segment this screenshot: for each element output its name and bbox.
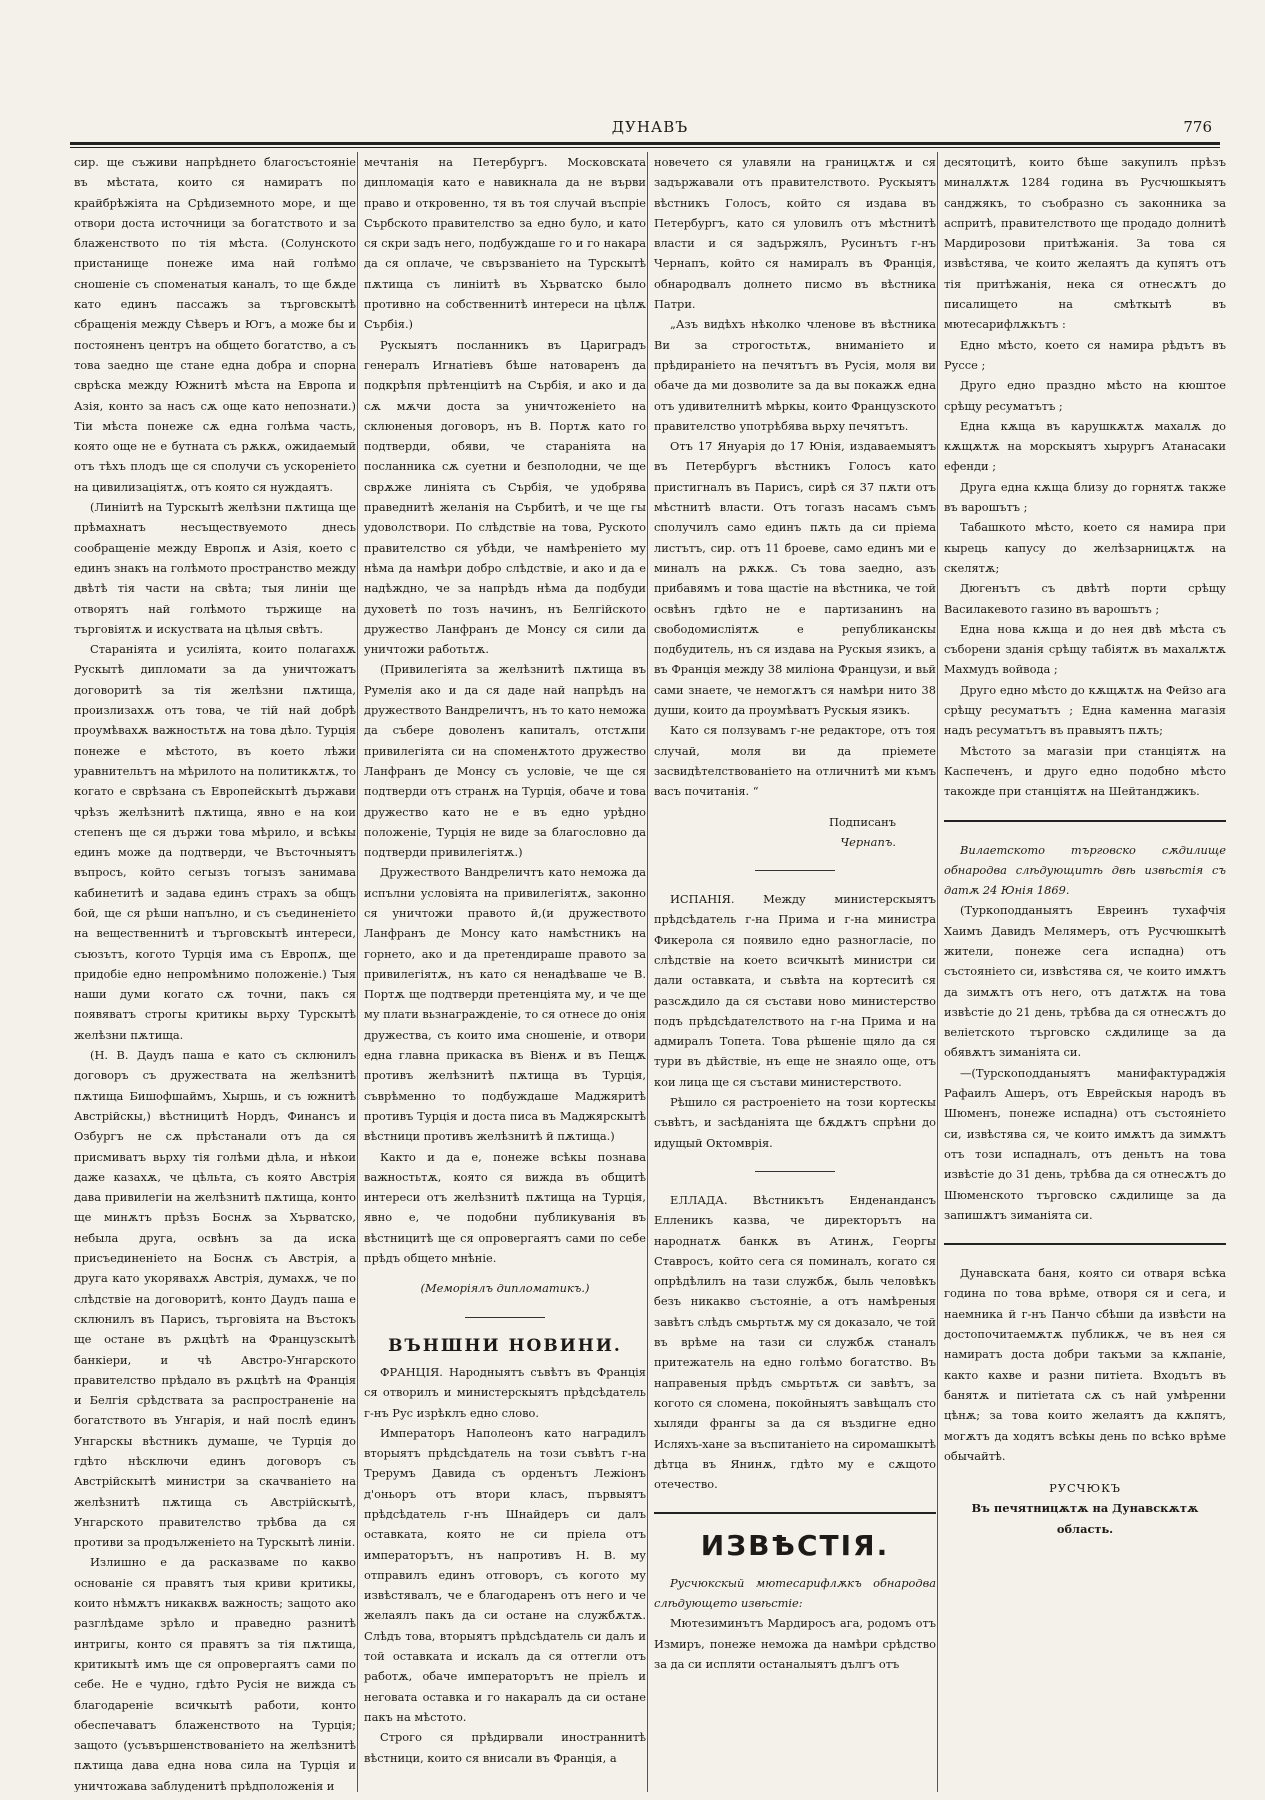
divider — [944, 820, 1226, 822]
list-item: Друга една кѫща близу до горнятѫ также въ варошътъ ; — [944, 479, 1226, 515]
list-item: Друго едно мѣсто до кѫщѫтѫ на Фейзо ага срѣщу ресуматътъ ; Една каменна магазiя надъ ресуматътъ въ правыятъ пѫть; — [944, 682, 1226, 738]
section-heading-foreign-news: ВЪНШНИ НОВИНИ. — [388, 1335, 622, 1356]
list-item: Дюгенътъ съ двѣтѣ порти срѣщу Василакевото газино въ варошътъ ; — [944, 581, 1226, 616]
divider — [755, 1171, 835, 1172]
paragraph: Излишно е да расказваме по какво основанiе ся правятъ тыя криви критикы, които нѣмѫтъ никаквѫ важность; защото ако разглѣдаме зрѣло и праведно разнитѣ интригы, конто ся правятъ за тiя пѫтища, критикытѣ имъ ще ся опровергаятъ сами по себе. Не е чудно, гдѣто Русiя не вижда съ благодаренiе всичкытѣ работи, конто обеспечаватъ блаженството на Турцiя; защото (усъвършенствованiето на желѣзнитѣ пѫтища дава една нова сила на Турцiя и уничтожава заблуденитѣ прѣдположенiя и — [74, 1555, 356, 1792]
paragraph: Рѣшило ся растроенiето на този кортескы съвѣтъ, и засѣданiята ще бѫдѫтъ спрѣни до идущый Октомврiя. — [654, 1095, 936, 1150]
column-divider — [357, 152, 358, 1792]
paragraph: Дунавската баня, която си отваря всѣка година по това врѣме, отворя ся и сега, и наемника й г-нъ Панчо сбѣши да извѣсти на достопочитаемѫтѫ публикѫ, че въ нея ся намиратъ доста добри такъми за кѫпанiе, както кахве и разни питiета. Входътъ въ банятѫ и питiетата сѫ съ най умѣренни цѣнѫ; за това които желаятъ да кѫпятъ, могѫтъ да ходятъ всѣкы день по всѣко врѣме обычайтѣ. — [944, 1266, 1226, 1463]
section-heading-notices: ИЗВѢСТIЯ. — [700, 1529, 890, 1563]
column-3 — [654, 152, 936, 1792]
paragraph: десятоцитѣ, които бѣше закупилъ прѣзъ миналѫтѫ 1284 година въ Русчюшкыятъ санджякъ, то съобразно съ законника за аспритѣ, правителството ще продадо долнитѣ Мардирозови притѣжанiя. За това ся извѣстява, че които желаятъ да купятъ отъ тiя притѣжанiя, нека ся отнесѫтъ до писалището на смѣткытѣ въ мютесарифлѫкътъ : — [944, 155, 1226, 332]
column-4 — [944, 152, 1226, 1792]
paragraph: Дружеството Вандреличтъ като неможа да испълни условiята на привилегiятѫ, законно ся уничтожи правото й,(и дружеството Ланфранъ де Монсу като намѣстникъ на горнето, ако и да претендираше правото за привилегiятѫ, нъ като ся ненадѣваше че В. Портѫ ще подтверди претенцiята му, и че ще му плати вьзнагражденiе, то ся отнесе до онiя дружества, съ които има сношенiе, и отвори една главна прикаска въ Вiенѫ и въ Пещѫ противъ желѣзнитѣ пѫтища въ Турцiя, съврѣменно то подбуждаше Маджяритѣ противъ Турцiя и доста писа въ Маджярскытѣ вѣстници противъ желѣзнитѣ й пѫтища.) — [364, 865, 646, 1144]
page-number: 776 — [1183, 118, 1212, 136]
list-item: Табашкото мѣсто, което ся намира при кырець капусу до желѣзарницѫтѫ на скелятѫ; — [944, 520, 1226, 575]
paragraph: Отъ 17 Януарiя до 17 Юнiя, издаваемыятъ въ Петербургъ вѣстникъ Голосъ като пристигналъ въ Парисъ, сирѣ ся 37 пѫти отъ мѣстнитѣ власти. Отъ тогазъ насамъ съмъ сполучилъ само единъ пѫть да си прiема листътъ, сир. отъ 11 броеве, само единъ ми е миналъ на рѫкѫ. Съ това заедно, азъ прибавямъ и това щастiе на вѣстника, че той освѣнъ гдѣто не е партизанинъ на свободомислiятѫ е републиканскы подбудитель, нъ ся издава на Рускыя язикъ, а въ Францiя между 38 милiона Французи, и вьй сами знаете, че немогѫтъ ся намѣри нито 38 души, които да проумѣватъ Рускыя язикъ. — [654, 439, 936, 718]
paragraph: (Н. В. Даудъ паша е като съ склюнилъ договоръ съ дружествата на желѣзнитѣ пѫтища Бишофшаймъ, Хыршь, и съ южнитѣ Австрiйскы,) вѣстницитѣ Нордъ, Финансъ и Озбургъ не сѫ прѣстанали отъ да ся присмиватъ вьрху тiя голѣми дѣла, и нѣкои даже казахѫ, че цѣльта, съ която Австрiя дава привилегiи на желѣзнитѣ пѫтища, конто ще минѫтъ прѣзъ Боснѫ за Хърватско, небыла друга, освѣнъ за да иска присъединенiето на Боснѫ съ Австрiя, а друга като укорявахѫ Австрiя, думахѫ, че по слѣдствiе на договоритѣ, конто Даудъ паша е склюнилъ въ Парисъ, търговiята на Въстокъ ще остане въ рѫцѣтѣ на Французскытѣ банкiери, и чѣ Австро-Унгарското правителство прѣдало въ рѫцѣтѣ на Францiя и Белгiя срѣдствата за распространенiе на богатството въ Унгарiя, и най послѣ единъ Унгарскы вѣстникъ думаше, че Турцiя до гдѣто нѣсключи единъ договоръ съ Австрiйскытѣ министри за скачванiето на желѣзнитѣ пѫтища съ Австрiйскытѣ, Унгарското правителство трѣбва да ся противи за продълженiето на Турскытѣ линiи. — [74, 1048, 356, 1550]
paragraph: Строго ся прѣдирвали иностраннитѣ вѣстници, които ся внисали въ Францiя, а — [364, 1730, 646, 1765]
footer-press: Въ печятницѫтѫ на Дунавскѫтѫ область. — [971, 1501, 1199, 1536]
paragraph: Както и да е, понеже всѣкы познава важностьтѫ, която ся вижда въ общитѣ интереси отъ желѣзнитѣ пѫтища на Турцiя, явно е, че подобни публикуванiя въ вѣстницитѣ ще ся опровергаятъ сами по себе прѣдъ общето мнѣнiе. — [364, 1149, 646, 1266]
divider — [755, 870, 835, 871]
paragraph: (Линiитѣ на Турскытѣ желѣзни пѫтища ще прѣмахнатъ несъществуемото днесь сообращенiе между Европѫ и Азiя, което с единъ знакъ на голѣмото пространство между двѣтѣ тiя части на свѣта; тыя линiи ще отворятъ най голѣмото тържище на търговiятѫ и искуствата на цѣлыя свѣтъ. — [74, 500, 356, 636]
footer-city: РУСЧЮКЪ — [1049, 1481, 1121, 1496]
column-divider — [937, 152, 938, 1792]
signature-name: Чернапъ. — [840, 834, 896, 849]
list-item: Мѣстото за магазiи при станцiятѫ на Каспеченъ, и друго едно подобно мѣсто такожде при станцiятѫ на Шейтанджикъ. — [944, 743, 1226, 799]
list-item: Една кѫща въ карушкѫтѫ махалѫ до кѫщѫтѫ на морскыятъ хырургъ Атанасаки ефенди ; — [944, 418, 1226, 474]
newspaper-title: ДУНАВЪ — [611, 118, 689, 136]
header-rule — [70, 142, 1220, 145]
paragraph: ФРАНЦIЯ. Народныятъ съвѣтъ въ Францiя ся отворилъ и министерскыятъ прѣдсѣдатель г-нъ Рус изрѣклъ едно слово. — [364, 1364, 646, 1420]
column-2 — [364, 152, 646, 1792]
paragraph: Императоръ Наполеонъ като наградилъ вторыятъ прѣдсѣдатель на този съвѣтъ г-на Трерумъ Давида съ орденътъ Лежiонъ д'оньоръ отъ втори класъ, първыятъ прѣдсѣдатель г-нъ Шнайдеръ си далъ оставката, която не си прiела отъ императорътъ, нъ напротивъ Н. В. му отправилъ единъ отговоръ, съ когото му извѣстявалъ, че е благодаренъ отъ него и че желаялъ пакъ да си остане на службѫтѫ. Слѣдъ това, вторыятъ прѣдсѣдатель си далъ и той оставката и искалъ да ся оттегли отъ работѫ, обаче императорътъ не прiелъ и неговата оставка и го накаралъ да си остане пакъ на мѣстото. — [364, 1425, 646, 1724]
paragraph: мечтанiя на Петербургъ. Московската дипломацiя като е навикнала да не върви право и откровенно, тя въ тоя случай въспрiе Сърбското правителство за едно було, и като ся скри задъ него, подбуждаше го и го накара да ся оплаче, че свързванiето на Турскытѣ пѫтища съ линiитѣ въ Хърватско было противно на собственнитѣ интереси на цѣлѫ Сърбiя.) — [364, 155, 646, 332]
paragraph: Русчюкскый мютесарифлѫкъ обнародва слѣдующето извѣстiе: — [654, 1575, 936, 1610]
header-rule-thin — [70, 147, 1220, 148]
paragraph: сир. ще съживи напрѣднето благосъстоянiе въ мѣстата, които ся намиратъ по крайбрѣжiята на Срѣдиземното море, и ще отвори доста источници за богатството и за блаженството по тiя мѣста. (Солунското пристанище понеже има най голѣмо сношенiе съ споменатыя каналъ, то ще бѫде като единъ пассажъ за търговскытѣ сбращенiя между Сѣверъ и Югъ, а може бы и постояненъ центръ на общето богатство, а съ това заедно ще стане една добра и спорна сврѣска между Южнитѣ мѣста на Европа и Азiя, конто за насъ сѫ още като непознати.) Тiи мѣста понеже сѫ една голѣма часть, която още не е бутната съ рѫкѫ, ожидаемый отъ тѣхъ плодъ ще ся сполучи съ ускоренiето на цивилизацiятѫ, отъ която ся нуждаятъ. — [74, 155, 356, 494]
paragraph: Мютезиминътъ Мардиросъ ага, родомъ отъ Измиръ, понеже неможа да намѣри срѣдство за да си испляти останалыятъ дългъ отъ — [654, 1616, 936, 1671]
divider — [944, 1243, 1226, 1245]
paragraph: Рускыятъ посланникъ въ Цариградъ генералъ Игнатiевъ бѣше натоваренъ да подкрѣпя прѣтенцiитѣ на Сърбiя, и ако и да сѫ мѫчи доста за уничтоженiето на склюненыя договоръ, нъ В. Портѫ като го подтверди, обяви, че старанiята на посланника сѫ суетни и безполодни, че ще сврѫже линiята съ Сърбiя, че удобрява праведнитѣ желанiя на Сърбитѣ, и че ще гы удоволствори. По слѣдствiе на това, Руското правителство ся убѣди, че намѣренiето му нѣма да намѣри добро слѣдствiе, и ако и да е надѣждно, че за напрѣдъ нѣма да подбуди духоветѣ по тозъ начинъ, нъ Белгiйското дружество Ланфранъ де Монсу ся сили да уничтожи работьтѫ. — [364, 337, 646, 657]
list-item: Друго едно праздно мѣсто на кюштое срѣщу ресуматътъ ; — [944, 378, 1226, 413]
paragraph: „Азъ видѣхъ нѣколко членове въ вѣстника Ви за строгостьтѫ, вниманiето и прѣдиранiето на печятътъ въ Русiя, моля ви обаче да ми дозволите за да вы покажѫ една отъ удивителнитѣ мѣркы, които Французското правителство употрѣбява вьрху печятътъ. — [654, 317, 936, 433]
list-item: Едно мѣсто, което ся намира рѣдътъ въ Руссе ; — [944, 337, 1226, 372]
column-1 — [74, 152, 356, 1792]
list-item: Една нова кѫща и до нея двѣ мѣста съ съборени зданiя срѣщу табiятѫ въ махалѫтѫ Махмудъ войвода ; — [944, 621, 1226, 677]
paragraph: новечето ся улавяли на границѫтѫ и ся задържавали отъ правителството. Рускыятъ вѣстникъ Голосъ, който ся издава въ Петербургъ, като ся уловилъ отъ мѣстнитѣ власти и ся задържялъ, Русинътъ г-нъ Чернапъ, който ся намиралъ въ Францiя, обнародвалъ долнето писмо въ вѣстника Патри. — [654, 155, 936, 312]
signature-label: Подписанъ — [829, 814, 896, 829]
divider — [654, 1512, 936, 1514]
paragraph: ИСПАНIЯ. Между министерскыятъ прѣдсѣдатель г-на Прима и г-на министра Фикерола ся появило едно разногласiе, по слѣдствiе на което всичкытѣ министри си дали оставката, и съвѣта на кортеситѣ ся разсѫдило да ся състави ново министерство подъ прѣдсѣдателството на г-на Прима и на адмиралъ Топета. Това рѣшенiе щяло да ся тури въ дѣйствiе, нъ еще не знаяло още, отъ кои лица ще ся състави министерството. — [654, 892, 936, 1089]
paragraph: ЕЛЛАДА. Вѣстникътъ Енденандансъ Елленикъ казва, че директорътъ на народнатѫ банкѫ въ Атинѫ, Георгы Ставросъ, който сега ся поминалъ, когато ся опрѣдѣлилъ на тази службѫ, быль человѣкъ безъ никакво състоянiе, а отъ намѣреныя завѣтъ слѣдъ смьртьтѫ му ся доказало, че той въ врѣме на тази си службѫ станалъ притежатель на едно голѣмо богатство. Въ направеныя прѣдъ смьртьтѫ си завѣтъ, за когото ся сломена, покойныятъ завѣщалъ сто хыляди франгы за да ся въздигне едно Исляхъ-хане за въспитанiето на сиромашкытѣ дѣтца въ Янинѫ, гдѣто му е сѫщото отечество. — [654, 1192, 936, 1492]
divider — [465, 1317, 545, 1318]
paragraph: —(Турскоподданыятъ манифактураджiя Рафаилъ Ашеръ, отъ Еврейскыя народъ въ Шюменъ, понеже испадна) отъ състоянiето си, извѣстява ся, че които имѫтъ да зимѫтъ отъ този испадналъ, отъ деньтъ на това извѣстiе до 31 день, трѣбва да ся отнесѫтъ до Шюменското търговско сѫдилище за да запишѫтъ зиманiята си. — [944, 1065, 1226, 1222]
paragraph: Вилаетското търговско сѫдилище обнародва слѣдующитѣ двѣ извѣстiя съ датѫ 24 Юнiя 1869. — [944, 842, 1226, 898]
paragraph: (Привилегiята за желѣзнитѣ пѫтища въ Румелiя ако и да ся даде най напрѣдъ на дружеството Вандреличтъ, нъ то като неможа да събере доволенъ капиталъ, отстѫпи привилегiята си на споменѫтото дружество Ланфранъ де Монсу съ условiе, че ще ся подтверди отъ странѫ на Турцiя, обаче и това дружество като не е въ едно урѣдно положенiе, Турцiя не виде за благословно да подтверди привилегiятѫ.) — [364, 662, 646, 860]
article-source: (Меморiялъ дипломатикъ.) — [420, 1281, 590, 1296]
paragraph: (Туркоподданыятъ Евреинъ тухафчiя Хаимъ Давидъ Мелямеръ, отъ Русчюшкытѣ жители, понеже сега испадна) отъ състоянiето си, извѣстява ся, че които имѫтъ да зимѫтъ отъ него, отъ датѫтѫ на това извѣстiе до 21 день, трѣбва да ся отнесѫтъ до велiетското търговско сѫдилище за да обявѫтъ зиманiята си. — [944, 903, 1226, 1060]
paragraph: Като ся ползувамъ г-не редакторе, отъ тоя случай, моля ви да прiемете засвидѣтелствованiето на отличнитѣ ми къмъ васъ почитанiя. “ — [654, 723, 936, 799]
paragraph: Старанiята и усилiята, които полагахѫ Рускытѣ дипломати за да уничтожатъ договоритѣ за тiя желѣзни пѫтища, произлизахѫ отъ това, че тiй най добрѣ проумѣвахѫ важностьтѫ на това дѣло. Турцiя понеже е мѣстото, въ което лѣжи уравнительтъ на мѣрилото на политикѫтѫ, то когато е сврѣзана съ Европейскытѣ държави чрѣзъ желѣзнитѣ пѫтища, явно е на кои степенъ ще ся държи това мѣрило, и всѣкы единъ може да подтверди, че Въсточныятъ въпросъ, който сегызъ тогызъ занимава кабинетитѣ и задава единъ страхъ за общъ бой, ще ся рѣши напълно, и съ съединенiето на вещественнитѣ и търговскытѣ интереси, съюзътъ, когото Турцiя има съ Европѫ, ще придобiе едно непромѣнимо положенiе.) Тыя наши думи когато сѫ точни, пакъ ся появяватъ строгы критикы вьрху Турскытѣ желѣзни пѫтища. — [74, 642, 356, 1042]
column-divider — [647, 152, 648, 1792]
